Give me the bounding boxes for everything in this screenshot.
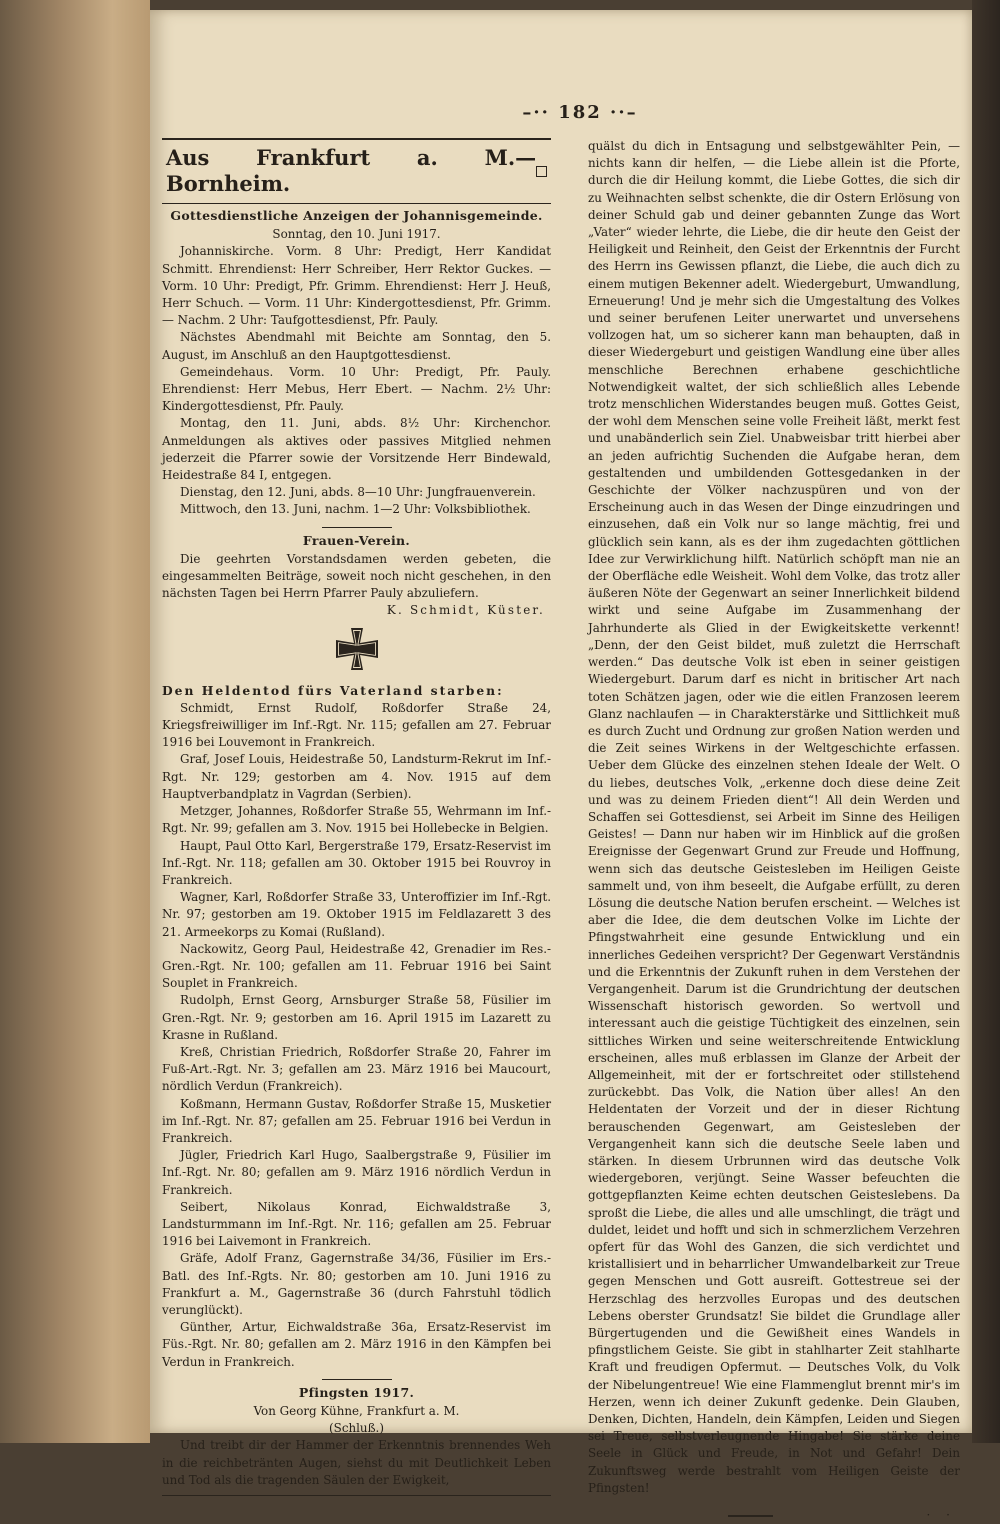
book-binding bbox=[0, 0, 150, 1443]
fallen-soldier-entry: Kreß, Christian Friedrich, Roßdorfer Straße 20, Fahrer im Fuß-Art.-Rgt. Nr. 3; gefallen am 23. März 1916 bei Maucourt, nördlich Verdun (Frankreich). bbox=[162, 1044, 551, 1094]
pfingsten-author: Von Georg Kühne, Frankfurt a. M. bbox=[253, 1404, 460, 1418]
page-edge bbox=[972, 0, 1000, 1443]
fallen-soldier-entry: Koßmann, Hermann Gustav, Roßdorfer Straße 15, Musketier im Inf.-Rgt. Nr. 87; gefallen am 25. Februar 1916 bei Verdun in Frankreich. bbox=[162, 1096, 551, 1145]
notice-paragraph: Nächstes Abendmahl mit Beichte am Sonntag, den 5. August, im Anschluß an den Hauptgottesdienst. bbox=[162, 330, 551, 362]
date-line: Sonntag, den 10. Juni 1917. bbox=[272, 227, 441, 242]
fallen-soldier-entry: Seibert, Nikolaus Konrad, Eichwaldstraße 3, Landsturmmann im Inf.-Rgt. Nr. 116; gefallen am 25. Februar 1916 bei Laivemont in Frankreich. bbox=[162, 1199, 551, 1249]
end-dots: · · bbox=[926, 1508, 956, 1523]
bottom-rule bbox=[162, 1495, 551, 1496]
pfingsten-note: (Schluß.) bbox=[329, 1421, 384, 1436]
pfingsten-text: Und treibt dir der Hammer der Erkenntnis brennendes Weh in die reichbetränten Augen, siehst du mit Deutlichkeit Leben und Tod als die tragenden Säulen der Ewigkeit, bbox=[162, 1438, 551, 1487]
iron-cross-icon bbox=[334, 626, 380, 672]
fallen-soldier-entry: Jügler, Friedrich Karl Hugo, Saalbergstraße 9, Füsilier im Inf.-Rgt. Nr. 80; gefallen am 9. März 1916 nördlich Verdun in Frankreich. bbox=[162, 1148, 551, 1197]
fallen-soldier-entry: Rudolph, Ernst Georg, Arnsburger Straße 58, Füsilier im Gren.-Rgt. Nr. 9; gestorben am 16. April 1915 im Lazarett zu Krasne in Rußland. bbox=[162, 993, 551, 1042]
square-ornament-icon bbox=[536, 166, 547, 177]
section-title bbox=[162, 143, 551, 197]
fallen-soldier-entry: Graf, Josef Louis, Heidestraße 50, Landsturm-Rekrut im Inf.-Rgt. Nr. 129; gestorben am 4. Nov. 1915 auf dem Hauptverbandplatz in Vagrdan (Serbien). bbox=[162, 752, 551, 801]
frauen-verein-signature: K. Schmidt, Küster. bbox=[386, 603, 545, 618]
frauen-verein-text: Die geehrten Vorstandsdamen werden gebeten, die eingesammelten Beiträge, soweit noch nicht geschehen, in den nächsten Tagen bei Herrn Pfarrer Pauly abzuliefern. bbox=[162, 551, 551, 601]
page-number: –·· 182 ··– bbox=[522, 102, 638, 123]
notice-paragraph: Dienstag, den 12. Juni, abds. 8—10 Uhr: Jungfrauenverein. bbox=[180, 485, 536, 500]
notice-paragraph: Johanniskirche. Vorm. 8 Uhr: Predigt, Herr Kandidat Schmitt. Ehrendienst: Herr Schreiber, Herr Rektor Guckes. — Vorm. 10 Uhr: Predigt, Pfr. Grimm. Ehrendienst: Herr J. Heuß, Herr Schuch. — Vorm. 11 Uhr: Kindergottesdienst, Pfr. Grimm. — Nachm. 2 Uhr: Taufgottesdienst, Pfr. Pauly. bbox=[162, 244, 551, 328]
fallen-soldier-entry: Haupt, Paul Otto Karl, Bergerstraße 179, Ersatz-Reservist im Inf.-Rgt. Nr. 118; gefallen am 30. Oktober 1915 bei Rouvroy in Frankreich. bbox=[162, 838, 551, 887]
fallen-soldier-entry: Schmidt, Ernst Rudolf, Roßdorfer Straße 24, Kriegsfreiwilliger im Inf.-Rgt. Nr. 115; gefallen am 27. Februar 1916 bei Louvemont in Frankreich. bbox=[162, 700, 551, 750]
end-mark bbox=[588, 1507, 960, 1524]
book-page bbox=[150, 10, 972, 1523]
right-column bbox=[588, 138, 960, 1524]
separator-rule bbox=[322, 527, 392, 528]
separator-rule bbox=[322, 1379, 392, 1380]
pfingsten-title: Pfingsten 1917. bbox=[298, 1384, 415, 1400]
page-number-value: 182 bbox=[558, 102, 602, 123]
frauen-verein-heading: Frauen-Verein. bbox=[302, 532, 411, 548]
notice-paragraph: Montag, den 11. Juni, abds. 8½ Uhr: Kirchenchor. Anmeldungen als aktives oder passives Mitglied nehmen jederzeit die Pfarrer sowie der Vorsitzende Herr Bindewald, Heidestraße 84 I, entgegen. bbox=[162, 416, 551, 483]
fallen-soldier-entry: Gräfe, Adolf Franz, Gagernstraße 34/36, Füsilier im Ers.-Batl. des Inf.-Rgts. Nr. 80; gestorben am 10. Juni 1916 zu Frankfurt a. M., Gagernstraße 36 (durch Fahrstuhl tödlich verunglückt). bbox=[162, 1251, 551, 1317]
title-rule bbox=[162, 203, 551, 204]
fallen-soldier-entry: Wagner, Karl, Roßdorfer Straße 33, Unteroffizier im Inf.-Rgt. Nr. 97; gestorben am 19. Oktober 1915 im Feldlazarett 3 des 21. Armeekorps zu Komai (Rußland). bbox=[162, 890, 551, 939]
iron-cross-ornament bbox=[162, 626, 551, 672]
fallen-soldier-entry: Günther, Artur, Eichwaldstraße 36a, Ersatz-Reservist im Füs.-Rgt. Nr. 80; gefallen am 2. März 1916 in den Kämpfen bei Verdun in Frankreich. bbox=[162, 1320, 551, 1369]
section-title-text: Aus Frankfurt a. M.—Bornheim. bbox=[166, 145, 537, 196]
fallen-soldier-entry: Nackowitz, Georg Paul, Heidestraße 42, Grenadier im Res.-Gren.-Rgt. Nr. 100; gefallen am 11. Februar 1916 bei Saint Souplet in Frankreich. bbox=[162, 941, 551, 991]
fallen-soldier-entry: Metzger, Johannes, Roßdorfer Straße 55, Wehrmann im Inf.-Rgt. Nr. 99; gefallen am 3. Nov. 1915 bei Hollebecke in Belgien. bbox=[162, 804, 551, 836]
announcements-heading: Gottesdienstliche Anzeigen der Johannisgemeinde. bbox=[170, 208, 543, 223]
top-rule bbox=[162, 138, 551, 140]
notice-paragraph: Gemeindehaus. Vorm. 10 Uhr: Predigt, Pfr. Pauly. Ehrendienst: Herr Mebus, Herr Ebert. — Nachm. 2½ Uhr: Kindergottesdienst, Pfr. Pauly. bbox=[162, 364, 551, 414]
fallen-soldiers-heading: Den Heldentod fürs Vaterland starben: bbox=[162, 682, 504, 698]
end-rule bbox=[728, 1515, 773, 1517]
left-column bbox=[162, 132, 551, 1496]
notice-paragraph: Mittwoch, den 13. Juni, nachm. 1—2 Uhr: Volksbibliothek. bbox=[180, 502, 531, 517]
pfingsten-continuation: quälst du dich in Entsagung und selbstgewählter Pein, — nichts kann dir helfen, — die Liebe allein ist die Pforte, durch die dir Heilung kommt, die Liebe Gottes, die sich dir zu Weihnachten selbst schenkte, die dir Ostern Erlösung von deiner Schuld gab und deiner gebannten Zunge das Wort „Vater“ wieder lehrte, die Liebe, die dir heute den Geist der Heiligkeit und Reinheit, den Geist der Erkenntnis der Furcht des Herrn ins Gewissen pflanzt, die Liebe, die auch dich zu einem mutigen Bekenner adelt. Wiedergeburt, Umwandlung, Erneuerung! Und je mehr sich die Umgestaltung des Volkes und seiner berufenen Leiter unerwartet und unversehens vollzogen hat, um so sicherer kann man behaupten, daß in dieser Wiedergeburt und geistigen Wandlung eine über alles menschliche Berechnen erhabene geschichtliche Notwendigkeit waltet, der sich schließlich alles Lebende trotz menschlichen Widerstandes beugen muß. Gottes Geist, der wohl dem Menschen seine volle Freiheit läßt, merkt fest und unabänderlich sein Ziel. Unabweisbar tritt hierbei aber an jeden aufrichtig Suchenden die Aufgabe heran, dem gestaltenden und umbildenden Gottesgedanken in der Geschichte der Völker nachzuspüren und von der Erscheinung auch in das Wesen der Dinge einzudringen und einzusehen, daß ein Volk nur so lange mächtig, frei und glücklich sein kann, als es der ihm zugedachten göttlichen Idee zur Verwirklichung hilft. Natürlich schöpft man nie an der Oberfläche edle Weisheit. Wohl dem Volke, das trotz aller äußeren Nöte der Gegenwart an seiner Innerlichkeit bildend wirkt und seine Aufgabe im Zusammenhang der Jahrhunderte als Glied in der Ewigkeitskette verkennt! „Denn, der den Geist bildet, muß zuletzt die Herrschaft werden.“ Das deutsche Volk ist eben in seiner geistigen Wiedergeburt. Darum darf es nicht in britischer Art nach toten Schätzen jagen, oder wie die eitlen Franzosen leerem Glanz nachlaufen — in Charakterstärke und Sittlichkeit muß es durch Zucht und Ordnung zur großen Nation werden und die Zeit seines Wirkens in der Weltgeschichte erfassen. Ueber dem Glücke des einzelnen stehen Ideale der Welt. O du liebes, deutsches Volk, „erkenne doch diese deine Zeit und was zu deinem Frieden dient“! All dein Werden und Schaffen sei Gottesdienst, sei Arbeit im Sinne des Heiligen Geistes! — Dann nur haben wir im Hinblick auf die großen Ereignisse der Gegenwart Grund zur Freude und Hoffnung, wenn sich das deutsche Geistesleben im Heiligen Geiste sammelt und, von ihm beseelt, die Aufgabe erfüllt, zu deren Lösung die deutsche Nation berufen erscheint. — Welches ist aber die Idee, die dem deutschen Volke im Lichte der Pfingstwahrheit eine gesunde Entwicklung und ein innerliches Gedeihen verspricht? Der Gegenwart Verständnis und die Erkenntnis der Zukunft ruhen in dem Verstehen der Vergangenheit. Darum ist die Grundrichtung der deutschen Wissenschaft historisch geworden. So wertvoll und interessant auch die geistige Tüchtigkeit des einzelnen, sein sittliches Wirken und seine weiterschreitende Entwicklung erscheinen, alles muß erblassen im Glanze der Arbeit der Allgemeinheit, mit der er fortschreitet oder stillstehend zurückebbt. Das Volk, die Nation über alles! An den Heldentaten der Vorzeit und der in dieser Richtung berauschenden Gegenwart, am Geistesleben der Vergangenheit kann sich die deutsche Seele laben und stärken. In diesem Urbrunnen wird das deutsche Volk wiedergeboren, verjüngt. Seine Wasser befeuchten die gottgepflanzten Keime echten deutschen Geisteslebens. Da sproßt die Liebe, die alles und alle umschlingt, die trägt und duldet, leidet und hofft und sich in schmerzlichem Verzehren opfert für das Wohl des Ganzen, die sich verdichtet und kristallisiert und in beharrlicher Umwandelbarkeit zur Treue gegen Menschen und Gott ausreift. Gottestreue sei der Herzschlag des herzvolles Europas und des deutschen Lebens oberster Grundsatz! Sie bildet die Grundlage aller Bürgertugenden und die Gewißheit eines Wandels in pfingstlichem Geiste. Sie gibt in stahlharter Zeit stahlharte Kraft und freudigen Opfermut. — Deutsches Volk, du Volk der Nibelungentreue! Wie eine Flammenglut brennt mir's im Herzen, wenn ich deiner Zukunft gedenke. Dein Glauben, Denken, Dichten, Handeln, dein Kämpfen, Leiden und Siegen sei Treue, selbstverleugnende Hingabe! Sie stärke deine Seele in Glück und Freude, in Not und Gefahr! Dein Zukunftsweg werde bestrahlt vom Heiligen Geiste der Pfingsten! bbox=[588, 139, 960, 1495]
